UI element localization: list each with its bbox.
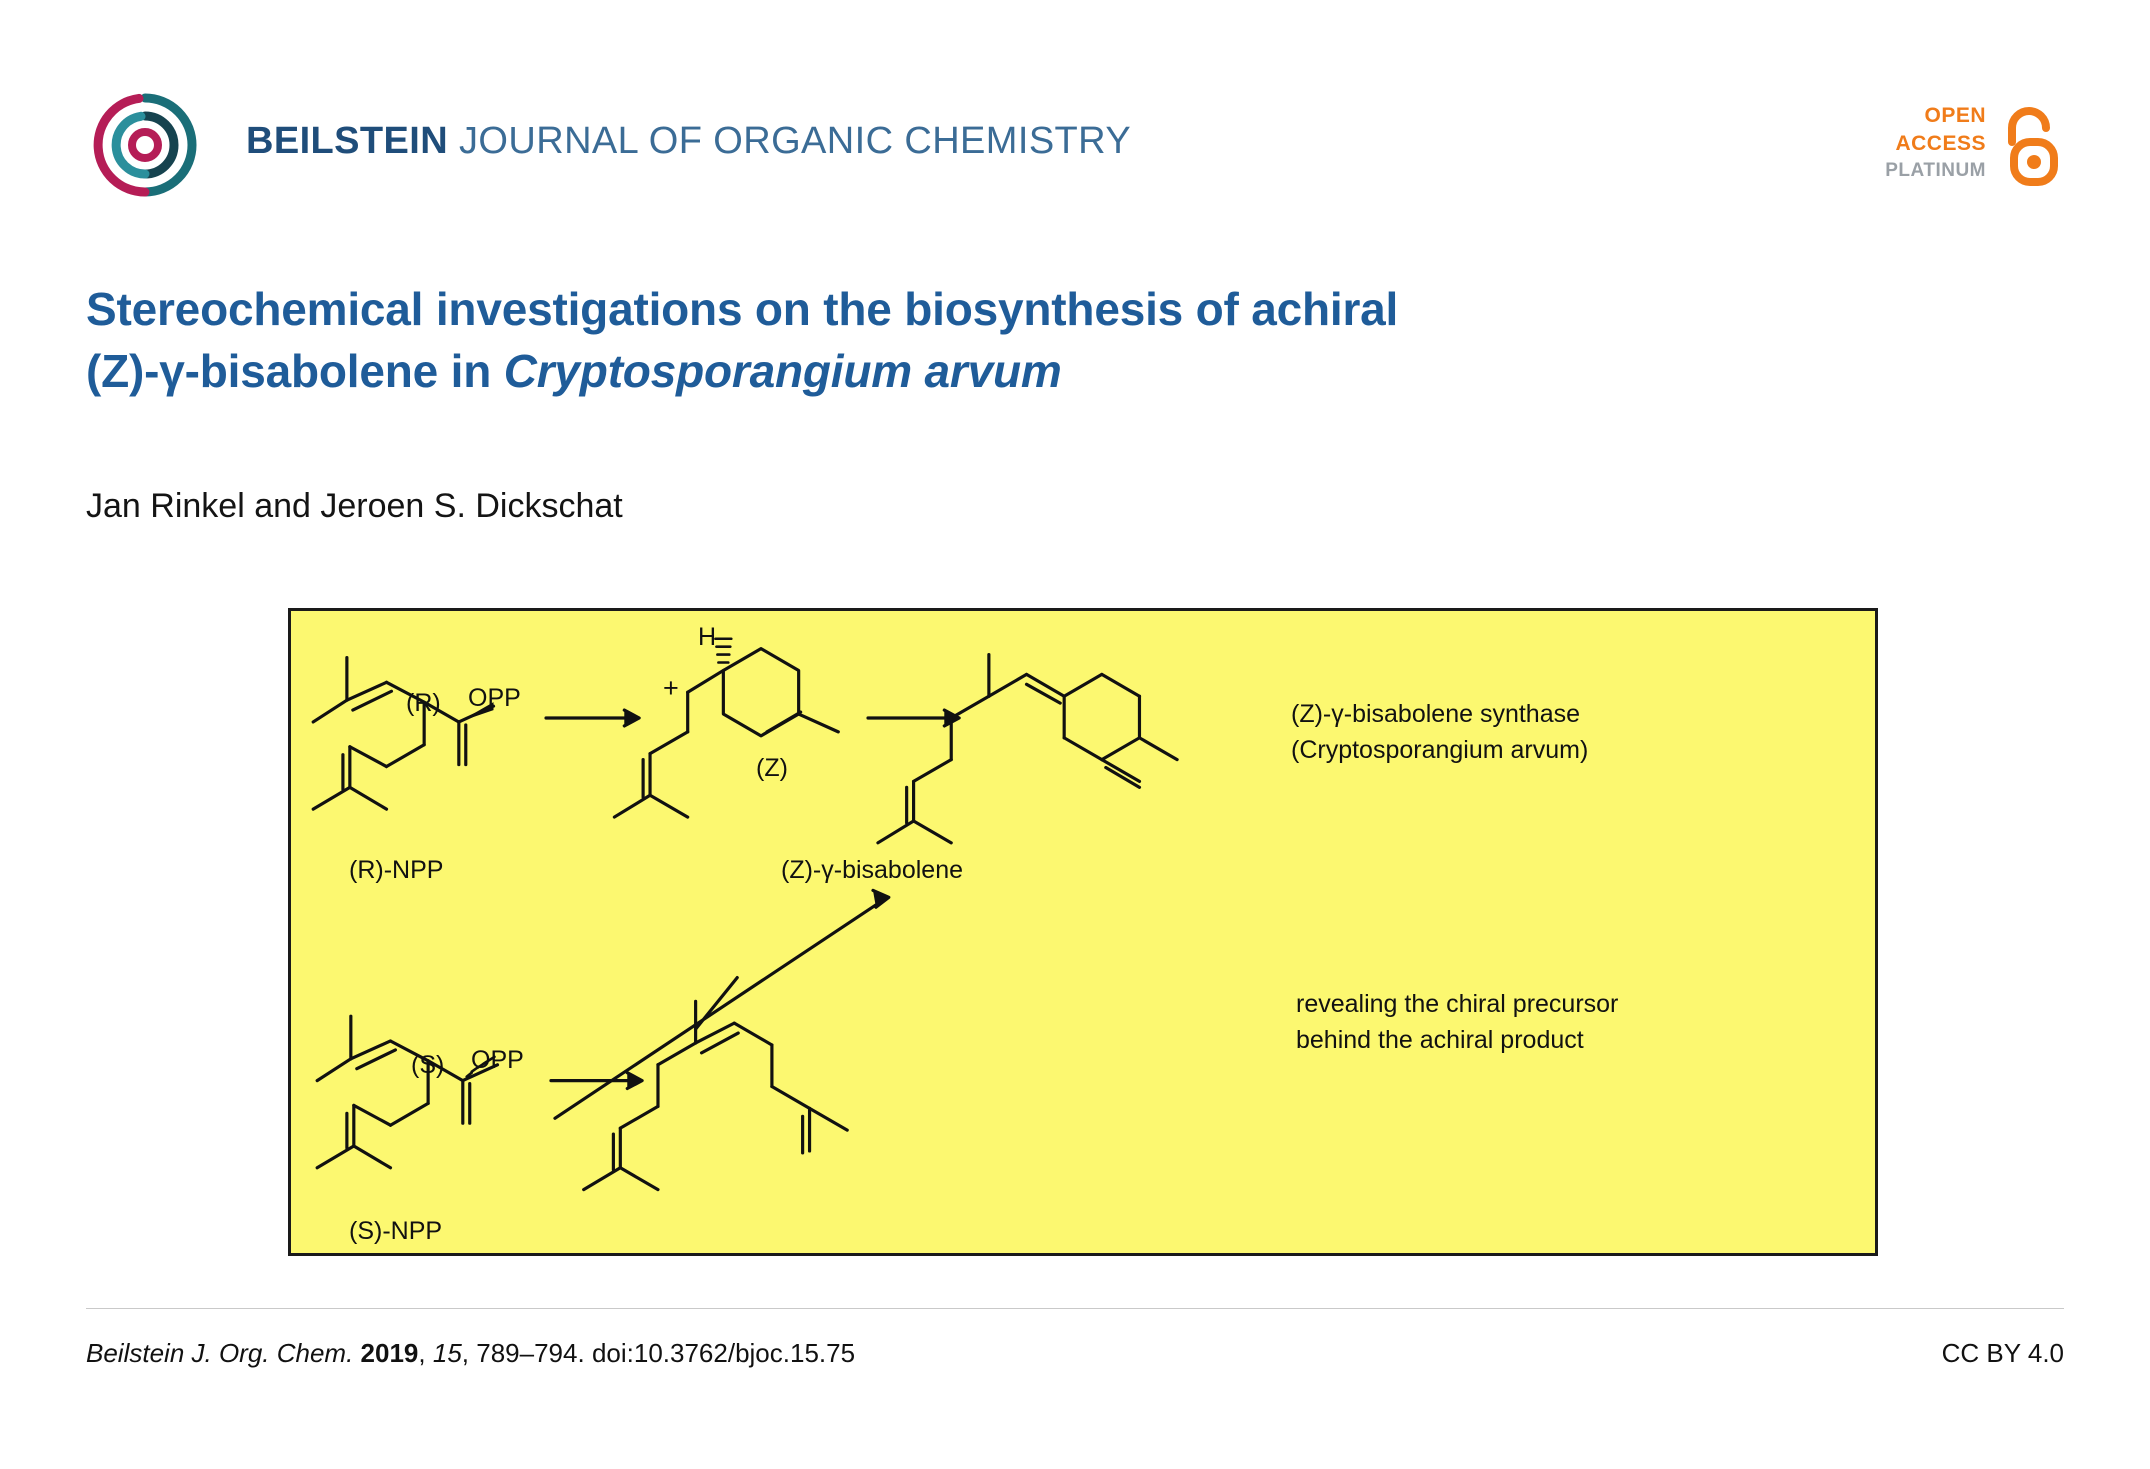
graphical-abstract [288, 608, 1878, 1256]
title-line-1: Stereochemical investigations on the biosynthesis of achiral [86, 283, 1399, 335]
beilstein-spiral-logo-icon [86, 86, 204, 204]
open-access-badge [1864, 90, 2064, 200]
citation-year: 2019 [360, 1338, 419, 1368]
title-species-name: Cryptosporangium arvum [503, 345, 1062, 398]
journal-title-rest: JOURNAL OF ORGANIC CHEMISTRY [459, 120, 1132, 162]
footer-divider [86, 1308, 2064, 1309]
citation: Beilstein J. Org. Chem. 2019, 15, 789–794. doi:10.3762/bjoc.15.75 [86, 1338, 856, 1368]
annotation-caption-line2: behind the achiral product [1296, 1026, 1584, 1055]
author-list: Jan Rinkel and Jeroen S. Dickschat [86, 487, 623, 525]
citation-doi[interactable]: doi:10.3762/bjoc.15.75 [591, 1338, 856, 1368]
label-opp-top: OPP [468, 684, 521, 712]
annotation-caption [1296, 986, 1618, 1059]
title-line-2 [86, 340, 2036, 402]
label-s-stereocenter: (S) [411, 1051, 445, 1079]
annotation-enzyme-line2: (Cryptosporangium arvum) [1291, 736, 1589, 765]
label-product: (Z)-γ-bisabolene [781, 856, 964, 884]
page-header [86, 78, 2064, 208]
label-r-stereocenter: (R) [406, 689, 441, 717]
label-r-npp: (R)-NPP [349, 856, 444, 884]
page-title [86, 278, 2036, 402]
label-z-configuration: (Z) [756, 754, 788, 782]
citation-pages: 789–794. [476, 1338, 585, 1368]
citation-volume: 15 [432, 1338, 462, 1368]
label-hydrogen: H [698, 623, 717, 651]
open-lock-icon [1998, 100, 2064, 188]
citation-journal: Beilstein J. Org. Chem. [86, 1338, 354, 1368]
annotation-enzyme [1291, 696, 1588, 769]
open-access-line1: OPEN [1924, 104, 1986, 127]
journal-title-bold: BEILSTEIN [246, 120, 449, 162]
label-carbocation-charge: + [663, 673, 679, 703]
open-access-line3: PLATINUM [1885, 159, 1986, 181]
license-label: CC BY 4.0 [1941, 1338, 2064, 1368]
annotation-enzyme-line1: (Z)-γ-bisabolene synthase [1291, 700, 1581, 728]
label-opp-bottom: OPP [471, 1046, 524, 1074]
journal-title [246, 120, 1131, 163]
title-line-2-pre: (Z)-γ-bisabolene in [86, 345, 504, 398]
reaction-scheme-drawing [291, 611, 1875, 1253]
open-access-line2: ACCESS [1895, 131, 1986, 155]
annotation-caption-line1: revealing the chiral precursor [1296, 990, 1619, 1018]
label-s-npp: (S)-NPP [349, 1217, 443, 1245]
